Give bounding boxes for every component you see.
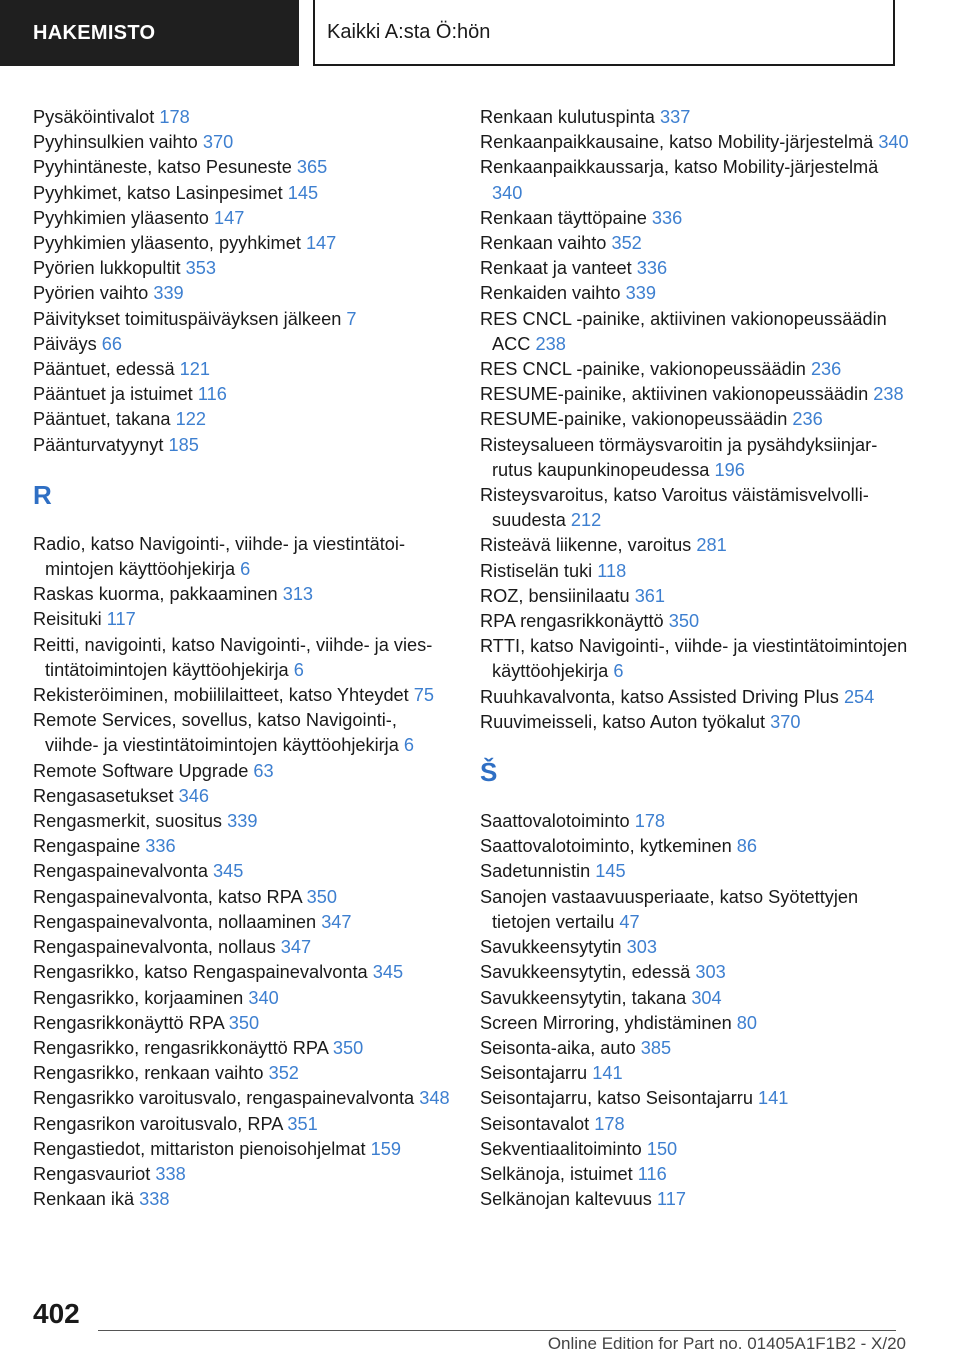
index-entry-text: Selkänojan kaltevuus bbox=[480, 1189, 652, 1210]
index-entry[interactable] bbox=[33, 155, 453, 180]
page-reference-link[interactable]: 339 bbox=[625, 283, 656, 304]
page-reference-link[interactable]: 178 bbox=[159, 107, 190, 127]
page-reference-link[interactable]: 348 bbox=[419, 1088, 450, 1109]
page-reference-link[interactable]: 336 bbox=[636, 258, 668, 279]
index-entry[interactable] bbox=[480, 1162, 910, 1187]
page-reference-link[interactable]: 6 bbox=[293, 659, 304, 680]
index-entry[interactable] bbox=[33, 382, 453, 407]
page-reference-link[interactable]: 178 bbox=[634, 811, 666, 832]
index-entry-text: Pyörien vaihto bbox=[33, 283, 149, 304]
page-reference-link[interactable]: 370 bbox=[202, 132, 234, 153]
page-number: 402 bbox=[33, 1298, 80, 1329]
index-entry[interactable] bbox=[480, 231, 910, 256]
index-entry-text: Rengaspainevalvonta, nollaus bbox=[33, 937, 276, 958]
index-entry-text: Päivitykset toimituspäiväyksen jälkeen bbox=[33, 308, 342, 329]
index-entry-text: Rengasrikko, renkaan vaihto bbox=[33, 1063, 264, 1084]
page-reference-link[interactable]: 352 bbox=[268, 1063, 299, 1084]
page-reference-link[interactable]: 141 bbox=[592, 1063, 623, 1084]
page-reference-link[interactable]: 159 bbox=[370, 1138, 402, 1159]
index-entry[interactable] bbox=[33, 885, 453, 910]
index-entry[interactable] bbox=[33, 206, 453, 231]
index-entry[interactable] bbox=[480, 1137, 910, 1162]
index-entry-text: Remote Software Upgrade bbox=[33, 760, 249, 781]
index-entry[interactable] bbox=[33, 231, 453, 256]
index-entry-text: Seisontajarru, katso Seisontajarru bbox=[480, 1088, 753, 1109]
index-entry[interactable] bbox=[33, 105, 453, 130]
index-entry[interactable] bbox=[480, 584, 910, 609]
page-reference-link[interactable]: 352 bbox=[611, 233, 642, 254]
index-entry-text: Savukkeensytytin, takana bbox=[480, 987, 687, 1008]
page-reference-link[interactable]: 365 bbox=[296, 157, 328, 178]
index-entry[interactable] bbox=[480, 1086, 910, 1111]
index-entry-text: Selkänoja, istuimet bbox=[480, 1163, 633, 1184]
index-entry-text: Sanojen vastaavuusperiaate, katso Syötettyjen tietojen vertailu bbox=[480, 886, 859, 932]
index-entry[interactable] bbox=[480, 433, 910, 483]
page-reference-link[interactable]: 339 bbox=[227, 811, 258, 832]
page-reference-link[interactable]: 80 bbox=[736, 1012, 757, 1033]
index-entry-text: Pyyhkimien yläasento bbox=[33, 207, 209, 228]
page-reference-link[interactable]: 345 bbox=[213, 861, 244, 882]
page-reference-link[interactable]: 116 bbox=[637, 1163, 667, 1184]
index-entry-text: RESUME-painike, aktiivinen vakionopeussäädin bbox=[480, 384, 869, 405]
page-reference-link[interactable]: 117 bbox=[656, 1189, 686, 1210]
index-entry[interactable] bbox=[480, 382, 910, 407]
page-reference-link[interactable]: 66 bbox=[101, 333, 122, 354]
index-entry[interactable] bbox=[480, 533, 910, 558]
page-reference-link[interactable]: 6 bbox=[613, 661, 624, 682]
index-entry[interactable] bbox=[33, 759, 453, 784]
index-entry[interactable] bbox=[33, 407, 453, 432]
section-label: HAKEMISTO bbox=[33, 21, 156, 44]
page-reference-link[interactable]: 361 bbox=[634, 585, 666, 606]
index-entry-text: Päiväys bbox=[33, 333, 97, 354]
page-reference-link[interactable]: 75 bbox=[413, 685, 435, 706]
index-entry-text: RESUME-painike, vakionopeussäädin bbox=[480, 409, 788, 430]
index-entry-text: Seisonta-aika, auto bbox=[480, 1037, 636, 1058]
page-reference-link[interactable]: 303 bbox=[626, 937, 657, 958]
page-reference-link[interactable]: 350 bbox=[306, 886, 338, 907]
page-reference-link[interactable]: 338 bbox=[139, 1189, 170, 1210]
index-entry[interactable] bbox=[33, 1162, 453, 1187]
page-reference-link[interactable]: 370 bbox=[770, 711, 801, 732]
index-entry[interactable] bbox=[480, 130, 910, 155]
page-reference-link[interactable]: 339 bbox=[153, 283, 184, 304]
index-entry-text: Saattovalotoiminto, kytkeminen bbox=[480, 836, 732, 857]
index-entry-text: Päänturvatyynyt bbox=[33, 434, 164, 455]
index-entry[interactable] bbox=[33, 582, 453, 607]
index-entry-text: Pyyhintäneste, katso Pesuneste bbox=[33, 157, 292, 178]
index-entry-text: Pysäköintivalot bbox=[33, 107, 155, 127]
index-entry-text: Seisontavalot bbox=[480, 1113, 590, 1134]
index-entry[interactable] bbox=[480, 1061, 910, 1086]
page-reference-link[interactable]: 145 bbox=[287, 182, 319, 203]
index-entry-text: RES CNCL -painike, aktiivinen vakionopeussäädin ACC bbox=[480, 308, 887, 354]
index-entry[interactable] bbox=[480, 1112, 910, 1137]
footer-divider bbox=[98, 1330, 896, 1331]
page-reference-link[interactable]: 63 bbox=[253, 760, 274, 781]
section-tab bbox=[0, 0, 299, 66]
index-entry-text: Renkaan vaihto bbox=[480, 233, 607, 254]
index-entry-text: Renkaanpaikkaussarja, katso Mobility-järjestelmä bbox=[480, 157, 879, 178]
index-entry-text: Risteysalueen törmäysvaroitin ja pysähdyksiinjarrutus kaupunkinopeudessa bbox=[480, 434, 878, 480]
page-reference-link[interactable]: 122 bbox=[175, 409, 206, 430]
index-entry-text: Risteysvaroitus, katso Varoitus väistämisvelvollisuudesta bbox=[480, 485, 869, 531]
index-entry-text: Renkaan ikä bbox=[33, 1189, 135, 1210]
page-reference-link[interactable]: 6 bbox=[240, 559, 251, 580]
page-reference-link[interactable]: 347 bbox=[321, 911, 352, 932]
index-entry-text: Ruuvimeisseli, katso Auton työkalut bbox=[480, 711, 766, 732]
index-entry[interactable] bbox=[33, 1036, 453, 1061]
index-entry-text: Rengasrikko, rengasrikkonäyttö RPA bbox=[33, 1037, 328, 1058]
index-entry[interactable] bbox=[480, 685, 910, 710]
index-entry[interactable] bbox=[33, 809, 453, 834]
index-entry[interactable] bbox=[33, 784, 453, 809]
page-reference-link[interactable]: 303 bbox=[695, 962, 726, 983]
index-entry[interactable] bbox=[480, 281, 910, 306]
index-entry[interactable] bbox=[480, 357, 910, 382]
page-reference-link[interactable]: 350 bbox=[332, 1037, 364, 1058]
index-entry[interactable] bbox=[480, 559, 910, 584]
page-reference-link[interactable]: 117 bbox=[106, 609, 136, 630]
index-entry[interactable] bbox=[480, 1011, 910, 1036]
index-entry-text: Ristiselän tuki bbox=[480, 560, 593, 581]
index-entry[interactable] bbox=[480, 859, 910, 884]
page-reference-link[interactable]: 353 bbox=[185, 258, 217, 279]
page-reference-link[interactable]: 351 bbox=[287, 1113, 318, 1134]
page-reference-link[interactable]: 340 bbox=[878, 132, 909, 153]
index-entry-text: Rengastiedot, mittariston pienoisohjelmat bbox=[33, 1138, 366, 1159]
index-entry[interactable] bbox=[480, 960, 910, 985]
index-entry[interactable] bbox=[480, 885, 910, 935]
page-reference-link[interactable]: 238 bbox=[535, 333, 566, 354]
index-entry[interactable] bbox=[480, 206, 910, 231]
index-entry[interactable] bbox=[33, 433, 453, 458]
edition-note: Online Edition for Part no. 01405A1F1B2 - X/20 bbox=[547, 1334, 906, 1353]
page-reference-link[interactable]: 385 bbox=[640, 1037, 672, 1058]
index-entry-text: Rengasrikkonäyttö RPA bbox=[33, 1012, 224, 1033]
index-entry-text: Rengaspainevalvonta, nollaaminen bbox=[33, 911, 317, 932]
index-entry[interactable] bbox=[33, 859, 453, 884]
page-reference-link[interactable]: 340 bbox=[492, 182, 523, 203]
index-entry[interactable] bbox=[480, 710, 910, 735]
page-reference-link[interactable]: 145 bbox=[595, 861, 626, 882]
index-column-left bbox=[33, 105, 453, 1212]
page-reference-link[interactable]: 196 bbox=[714, 459, 745, 480]
page-reference-link[interactable]: 337 bbox=[659, 107, 691, 127]
index-entry[interactable] bbox=[33, 181, 453, 206]
index-entry[interactable] bbox=[33, 307, 453, 332]
index-entry-text: Rengasrikko, korjaaminen bbox=[33, 987, 244, 1008]
page-reference-link[interactable]: 118 bbox=[597, 560, 627, 581]
page-reference-link[interactable]: 47 bbox=[619, 911, 640, 932]
page-reference-link[interactable]: 340 bbox=[248, 987, 279, 1008]
index-entry-text: Risteävä liikenne, varoitus bbox=[480, 535, 692, 556]
index-entry-text: Renkaiden vaihto bbox=[480, 283, 621, 304]
index-entry[interactable] bbox=[33, 1137, 453, 1162]
index-entry[interactable] bbox=[33, 130, 453, 155]
index-entry[interactable] bbox=[33, 834, 453, 859]
index-entry[interactable] bbox=[480, 105, 910, 130]
index-entry-text: RPA rengasrikkonäyttö bbox=[480, 611, 664, 632]
index-entry[interactable] bbox=[480, 986, 910, 1011]
page-reference-link[interactable]: 281 bbox=[696, 535, 727, 556]
index-entry[interactable] bbox=[33, 708, 453, 758]
page-reference-link[interactable]: 336 bbox=[145, 836, 176, 857]
index-entry-text: Sadetunnistin bbox=[480, 861, 591, 882]
index-entry[interactable] bbox=[33, 1011, 453, 1036]
index-letter-heading: Š bbox=[480, 757, 498, 788]
index-entry-text: ROZ, bensiinilaatu bbox=[480, 585, 630, 606]
page-reference-link[interactable]: 338 bbox=[155, 1163, 186, 1184]
index-entry[interactable] bbox=[480, 935, 910, 960]
page-reference-link[interactable]: 236 bbox=[792, 409, 823, 430]
index-entry-text: Renkaan täyttöpaine bbox=[480, 207, 647, 228]
index-entry-text: RTTI, katso Navigointi-, viihde- ja viestintätoimintojen käyttöohjekirja bbox=[480, 636, 908, 682]
page-reference-link[interactable]: 178 bbox=[594, 1113, 625, 1134]
index-entry-text: Rengaspaine bbox=[33, 836, 141, 857]
index-entry-text: Rengaspainevalvonta, katso RPA bbox=[33, 886, 302, 907]
page-reference-link[interactable]: 121 bbox=[179, 359, 210, 380]
index-entry[interactable] bbox=[480, 155, 910, 205]
page-reference-link[interactable]: 147 bbox=[213, 207, 245, 228]
page-reference-link[interactable]: 7 bbox=[346, 308, 357, 329]
index-entry-text: Renkaat ja vanteet bbox=[480, 258, 632, 279]
index-entry[interactable] bbox=[33, 633, 453, 683]
page-reference-link[interactable]: 336 bbox=[651, 207, 683, 228]
index-entry-text: Reisituki bbox=[33, 609, 102, 630]
page-reference-link[interactable]: 236 bbox=[810, 359, 842, 380]
index-entry[interactable] bbox=[480, 1036, 910, 1061]
index-letter-heading: R bbox=[33, 479, 52, 510]
index-entry-text: Pyörien lukkopultit bbox=[33, 258, 181, 279]
index-entry-text: Rengasmerkit, suositus bbox=[33, 811, 223, 832]
index-entry[interactable] bbox=[33, 986, 453, 1011]
page-reference-link[interactable]: 147 bbox=[305, 233, 337, 254]
index-entry-text: Screen Mirroring, yhdistäminen bbox=[480, 1012, 732, 1033]
index-entry-text: Rengasrikon varoitusvalo, RPA bbox=[33, 1113, 283, 1134]
index-entry[interactable] bbox=[33, 1086, 453, 1111]
page-reference-link[interactable]: 6 bbox=[403, 735, 415, 756]
index-entry[interactable] bbox=[480, 634, 910, 684]
index-entry[interactable] bbox=[33, 1112, 453, 1137]
index-entry-text: Remote Services, sovellus, katso Navigointi-, viihde- ja viestintätoimintojen käyttöohjekirja bbox=[33, 710, 399, 756]
index-entry[interactable] bbox=[480, 809, 910, 834]
index-column-right bbox=[480, 105, 910, 1212]
index-entry-text: Savukkeensytytin bbox=[480, 937, 622, 958]
page-reference-link[interactable]: 212 bbox=[570, 510, 602, 531]
index-entry-text: Rengasasetukset bbox=[33, 785, 174, 806]
index-entry-text: Sekventiaalitoiminto bbox=[480, 1138, 642, 1159]
index-entry-text: Rengasrikko varoitusvalo, rengaspainevalvonta bbox=[33, 1088, 415, 1109]
index-entry-text: Savukkeensytytin, edessä bbox=[480, 962, 691, 983]
page-reference-link[interactable]: 116 bbox=[197, 384, 227, 405]
index-entry-text: Saattovalotoiminto bbox=[480, 811, 630, 832]
page-reference-link[interactable]: 350 bbox=[228, 1012, 260, 1033]
index-entry[interactable] bbox=[33, 532, 453, 582]
index-entry[interactable] bbox=[33, 683, 453, 708]
page-reference-link[interactable]: 345 bbox=[372, 962, 404, 983]
page-reference-link[interactable]: 238 bbox=[873, 384, 904, 405]
index-entry-text: Pyyhkimet, katso Lasinpesimet bbox=[33, 182, 283, 203]
index-entry[interactable] bbox=[33, 357, 453, 382]
index-entry-text: Renkaanpaikkausaine, katso Mobility-järjestelmä bbox=[480, 132, 874, 153]
index-entry[interactable] bbox=[33, 607, 453, 632]
page-reference-link[interactable]: 141 bbox=[758, 1088, 789, 1109]
index-entry[interactable] bbox=[33, 960, 453, 985]
chapter-title: Kaikki A:sta Ö:hön bbox=[327, 20, 491, 43]
index-entry-text: Pyyhinsulkien vaihto bbox=[33, 132, 198, 153]
index-entry[interactable] bbox=[480, 1187, 910, 1212]
index-entry-text: Radio, katso Navigointi-, viihde- ja viestintätoimintojen käyttöohjekirja bbox=[33, 533, 406, 580]
page-reference-link[interactable]: 150 bbox=[646, 1138, 678, 1159]
index-entry[interactable] bbox=[480, 407, 910, 432]
index-entry[interactable] bbox=[33, 332, 453, 357]
index-entry-text: Rengaspainevalvonta bbox=[33, 861, 208, 882]
index-entry[interactable] bbox=[480, 483, 910, 533]
index-entry-text: Pääntuet, takana bbox=[33, 409, 171, 430]
page-reference-link[interactable]: 86 bbox=[736, 836, 758, 857]
index-entry[interactable] bbox=[33, 1061, 453, 1086]
page-reference-link[interactable]: 313 bbox=[282, 584, 314, 605]
index-entry-text: Renkaan kulutuspinta bbox=[480, 107, 655, 127]
index-entry[interactable] bbox=[33, 281, 453, 306]
page-reference-link[interactable]: 304 bbox=[691, 987, 722, 1008]
index-entry-text: RES CNCL -painike, vakionopeussäädin bbox=[480, 359, 806, 380]
index-entry-text: Rekisteröiminen, mobiililaitteet, katso Yhteydet bbox=[33, 685, 409, 706]
index-entry-text: Raskas kuorma, pakkaaminen bbox=[33, 584, 278, 605]
index-entry-text: Rengasvauriot bbox=[33, 1163, 151, 1184]
index-entry-text: Reitti, navigointi, katso Navigointi-, viihde- ja viestintätoimintojen käyttöohjekirja bbox=[33, 634, 433, 680]
page-reference-link[interactable]: 347 bbox=[280, 937, 312, 958]
index-entry-text: Ruuhkavalvonta, katso Assisted Driving Plus bbox=[480, 686, 839, 707]
index-entry[interactable] bbox=[480, 609, 910, 634]
chapter-title-box bbox=[313, 0, 895, 66]
index-entry[interactable] bbox=[480, 256, 910, 281]
index-entry[interactable] bbox=[33, 256, 453, 281]
page-reference-link[interactable]: 254 bbox=[843, 686, 875, 707]
index-entry-text: Pääntuet ja istuimet bbox=[33, 384, 193, 405]
index-entry[interactable] bbox=[33, 935, 453, 960]
index-entry-text: Pyyhkimien yläasento, pyyhkimet bbox=[33, 233, 301, 254]
index-entry-text: Pääntuet, edessä bbox=[33, 359, 175, 380]
index-entry-text: Rengasrikko, katso Rengaspainevalvonta bbox=[33, 962, 368, 983]
index-entry[interactable] bbox=[33, 1187, 453, 1212]
index-entry[interactable] bbox=[480, 834, 910, 859]
index-entry[interactable] bbox=[480, 307, 910, 357]
page-reference-link[interactable]: 350 bbox=[668, 611, 700, 632]
page-reference-link[interactable]: 185 bbox=[168, 434, 199, 455]
index-entry-text: Seisontajarru bbox=[480, 1063, 588, 1084]
index-entry[interactable] bbox=[33, 910, 453, 935]
page-reference-link[interactable]: 346 bbox=[178, 785, 209, 806]
